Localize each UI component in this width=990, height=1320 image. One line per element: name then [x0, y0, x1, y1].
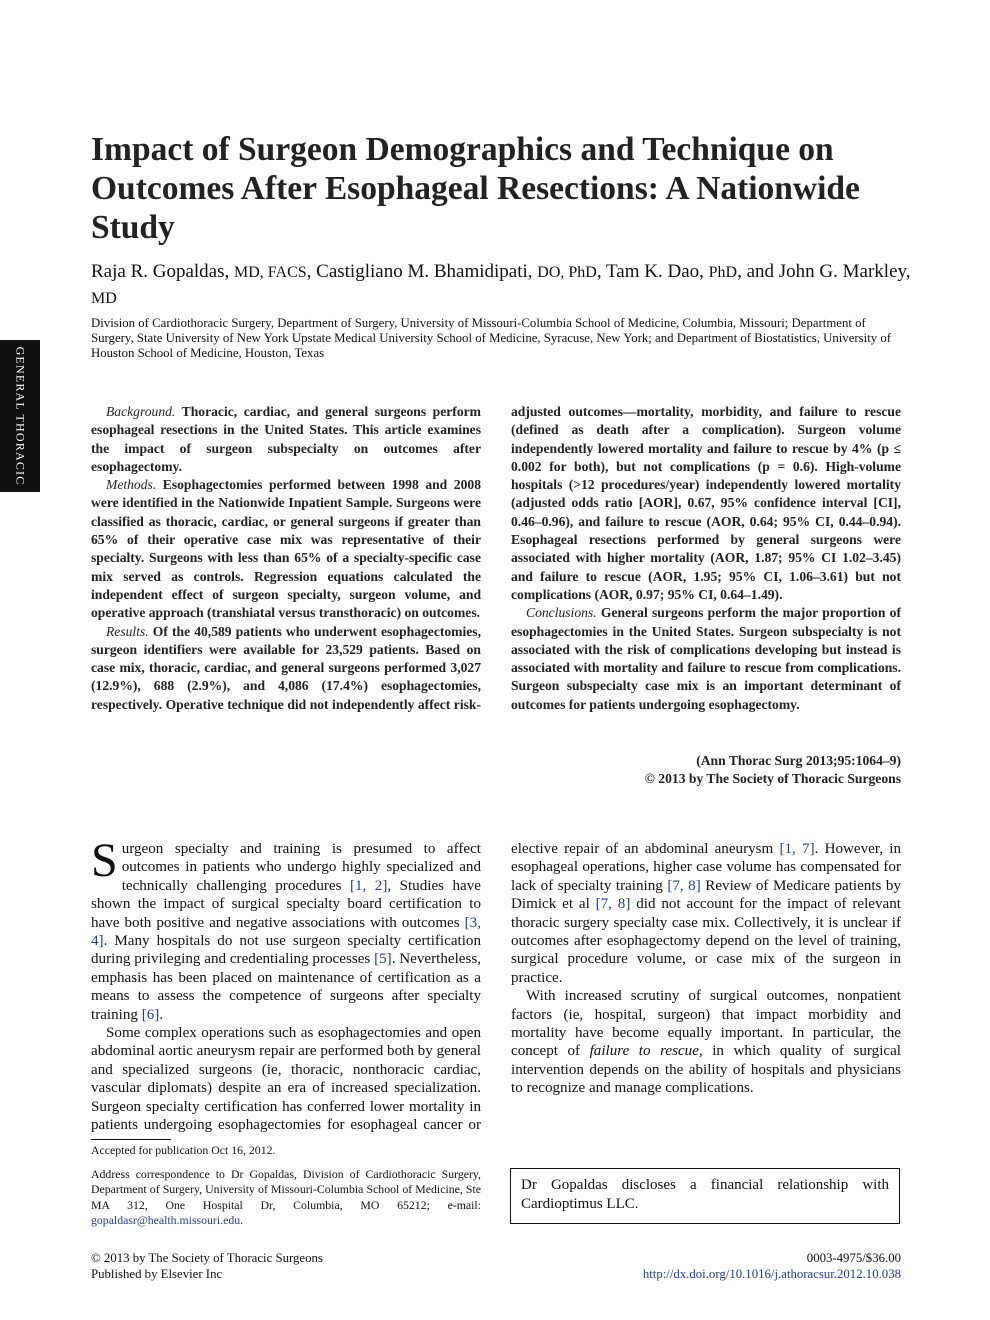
- abstract-label: Conclusions.: [526, 605, 597, 621]
- paragraph-text: . However, in esophageal operations, higher case volume has compensated for lack of specialty training: [511, 841, 901, 894]
- reference-link[interactable]: [3, 4]: [91, 914, 481, 950]
- author-separator: , and: [737, 261, 779, 282]
- address-text: Address correspondence to Dr Gopaldas, Division of Cardiothoracic Surgery, Department of Surgery, University of Missouri-Columbia School of Medicine, Ste MA 312, One Hospital Dr, Columbia, MO 65212; e-mail:: [91, 1167, 481, 1212]
- author-degrees: MD: [91, 290, 117, 307]
- paragraph-text: . Nevertheless, emphasis has been placed on maintenance of certification as a means to assess the competence of surgeons after specialty training: [91, 951, 481, 1023]
- author-degrees: MD, FACS: [234, 264, 307, 281]
- address-end: .: [240, 1212, 244, 1227]
- paragraph-text: With increased scrutiny of surgical outcomes, nonpatient factors (ie, hospital, surgeon) that impact morbidity and mortality have become equally important. In particular, the concept of: [511, 988, 901, 1060]
- author-separator: ,: [306, 261, 317, 282]
- correspondence-address: [91, 1167, 481, 1228]
- author-degrees: PhD: [708, 264, 738, 281]
- abstract-text: Of the 40,589 patients who underwent esophagectomies, surgeon identifiers were available for 23,529 patients. Based on case mix, thoracic, cardiac, and general surgeons performed 3,027 (12.9%), 688 (2.9%), and 4,086 (17.4%) esophagectomies, respectively. Operative technique did not independently affect risk-adjusted outcomes—mortality, morbidity, and failure to rescue (defined as death after a complication). Surgeon volume independently lowered mortality and failure to rescue by 4% (p ≤ 0.002 for both), but not complications (p = 0.6). High-volume hospitals (>12 procedures/year) independently lowered mortality (adjusted odds ratio [AOR], 0.67, 95% confidence interval [CI], 0.46–0.96), and failure to rescue (AOR, 0.64; 95% CI, 0.44–0.94). Esophageal resections performed by general surgeons were associated with higher mortality (AOR, 1.87; 95% CI 1.02–3.45) and failure to rescue (AOR, 1.95; 95% CI, 1.06–3.61) but not complications (AOR, 0.97; 95% CI, 0.64–1.49).: [91, 404, 901, 712]
- accepted-date: Accepted for publication Oct 16, 2012.: [91, 1143, 276, 1157]
- author-name: Raja R. Gopaldas,: [91, 261, 235, 282]
- body-paragraph: [511, 987, 901, 1097]
- abstract-methods: [91, 476, 481, 622]
- abstract: [91, 403, 901, 714]
- abstract-label: Methods.: [106, 477, 157, 493]
- affiliations: Division of Cardiothoracic Surgery, Department of Surgery, University of Missouri-Columbia School of Medicine, Columbia, Missouri; Department of Surgery, State University of New York Upstate Medical University School of Medicine, Syracuse, New York; and Department of Biostatistics, University of Houston School of Medicine, Houston, Texas: [91, 316, 892, 360]
- abstract-label: Results.: [106, 623, 149, 639]
- journal-citation: [510, 752, 901, 789]
- reference-link[interactable]: [7, 8]: [667, 877, 701, 894]
- body-paragraph: [91, 834, 481, 1024]
- disclosure-box: Dr Gopaldas discloses a financial relationship with Cardioptimus LLC.: [510, 1168, 900, 1224]
- body-text: [91, 834, 901, 1136]
- abstract-text: Esophagectomies performed between 1998 and 2008 were identified in the Nationwide Inpatient Sample. Surgeons were classified as thoracic, cardiac, or general surgeons if greater than 65% of their operative case mix was representative of their specialty. Surgeons with less than 65% of a specialty-specific case mix served as controls. Regression equations calculated the independent effect of surgeon specialty, surgeon volume, and operative approach (transhiatal versus transthoracic) on outcomes.: [91, 477, 481, 621]
- footer-copyright: © 2013 by The Society of Thoracic Surgeons: [91, 1251, 323, 1265]
- footer-left: [91, 1251, 491, 1282]
- footnotes: [91, 1143, 481, 1228]
- reference-link[interactable]: [7, 8]: [595, 896, 631, 913]
- paragraph-text: .: [159, 1006, 164, 1023]
- reference-link[interactable]: [5]: [374, 951, 392, 968]
- footer-publisher: Published by Elsevier Inc: [91, 1266, 223, 1281]
- author-list: [91, 259, 921, 311]
- abstract-text: Thoracic, cardiac, and general surgeons perform esophageal resections in the United States. This article examines the impact of surgeon subspecialty on outcomes after esophagectomy.: [91, 404, 481, 474]
- article-title: Impact of Surgeon Demographics and Technique on Outcomes After Esophageal Resections: A Nationwide Study: [91, 131, 860, 246]
- paragraph-text: Review of Medicare patients by Dimick et al: [511, 877, 901, 913]
- citation-copyright: © 2013 by The Society of Thoracic Surgeons: [644, 771, 901, 787]
- reference-link[interactable]: [6]: [141, 1006, 160, 1023]
- author-name: Castigliano M. Bhamidipati,: [316, 261, 538, 282]
- reference-link[interactable]: [1, 7]: [779, 841, 815, 857]
- abstract-label: Background.: [106, 404, 176, 419]
- abstract-background: [91, 403, 481, 476]
- paragraph-text: . Many hospitals do not use surgeon specialty certification during privileging and credentialing processes: [91, 933, 481, 968]
- emphasis-term: failure to rescue,: [589, 1043, 703, 1060]
- footer-issn: 0003-4975/$36.00: [806, 1251, 901, 1265]
- paragraph-text: Some complex operations such as esophagectomies and open abdominal aortic aneurysm repair are performed both by general and specialized surgeons (ie, thoracic, nonthoracic cardiac, vascular diplomats) despite an era of increased specialization. Surgeon specialty certification has conferred lower mortality in patients undergoing esophagectomies for esophageal cancer or elective repair of an abdominal aneurysm: [91, 841, 780, 1134]
- email-link[interactable]: gopaldasr@health.missouri.edu: [91, 1212, 241, 1227]
- author-name: Tam K. Dao,: [606, 261, 709, 282]
- section-side-tab: [0, 340, 40, 492]
- footer-right: [500, 1251, 901, 1282]
- abstract-conclusions: [511, 604, 901, 714]
- author-separator: ,: [596, 261, 607, 282]
- reference-link[interactable]: [1, 2]: [349, 877, 388, 894]
- author-degrees: DO, PhD: [537, 264, 597, 281]
- footnote-rule: [91, 1139, 171, 1140]
- paragraph-text: , Studies have shown the impact of surgical specialty board certification to have both positive and negative associations with outcomes: [91, 877, 481, 931]
- abstract-text: General surgeons perform the major proportion of esophagectomies in the United States. Surgeon subspecialty is not associated with the risk of complications developing but instead is associated with mortality and failure to rescue from complications. Surgeon subspecialty case mix is an important determinant of outcomes for patients undergoing esophagectomy.: [511, 605, 901, 712]
- paragraph-text: in which quality of surgical intervention depends on the ability of hospitals and physicians to recognize and manage complications.: [511, 1043, 901, 1097]
- doi-link[interactable]: http://dx.doi.org/10.1016/j.athoracsur.2012.10.038: [642, 1266, 901, 1281]
- author-name: John G. Markley,: [778, 261, 911, 282]
- citation-journal: (Ann Thorac Surg 2013;95:1064–9): [696, 753, 901, 768]
- drop-cap: S: [91, 834, 118, 887]
- side-tab-label: GENERAL THORACIC: [13, 346, 28, 486]
- paragraph-text: urgeon specialty and training is presumed to affect outcomes in patients who undergo highly specialized and technically challenging procedures: [121, 841, 481, 894]
- paragraph-text: did not account for the impact of relevant thoracic surgery specialty case mix. Collectively, it is unclear if outcomes after esophagectomy depend on the level of training, surgical procedure volume, or case mix of the surgeon in practice.: [511, 896, 901, 986]
